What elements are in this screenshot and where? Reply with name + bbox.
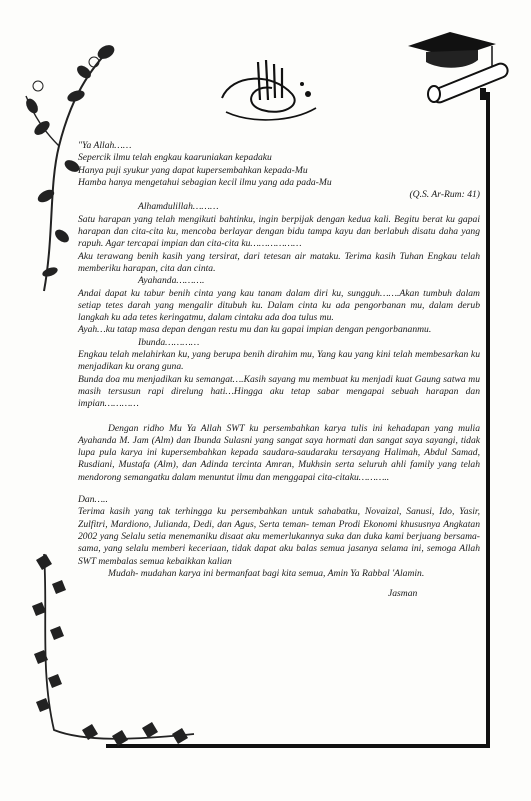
ibunda-body2: Bunda doa mu menjadikan ku semangat….Kasih sayang mu membuat ku menjadi kuat Gaung satwa mu masih tersusun rapi direlung hati…Hingga aku tetap sabar mengapai sebuah harapan dan impian………… bbox=[78, 373, 480, 410]
verse-line: Sepercik ilmu telah engkau kaaruniakan kepadaku bbox=[78, 152, 272, 164]
dedication-text bbox=[78, 140, 480, 600]
dan-heading: Dan….. bbox=[78, 494, 108, 506]
alhamdulillah-body2: Aku terawang benih kasih yang tersirat, dari tetesan air mataku. Terima kasih Tuhan Engkau telah memberiku harapan, cita dan cinta. bbox=[78, 250, 480, 274]
signature: Jasman bbox=[388, 588, 418, 600]
ayahanda-heading: Ayahanda………. bbox=[138, 275, 205, 287]
alhamdulillah-heading: Alhamdulillah……… bbox=[138, 201, 219, 213]
dan-body: Terima kasih yang tak terhingga ku persembahkan untuk sahabatku, Novaizal, Sanusi, Ido, Yasir, Zulfitri, Mardiono, Julianda, Dedi, dan Agus, Serta teman- teman Prodi Ekonomi khususnya Angkatan 2002 yang Selalu setia menemaniku disaat aku memerlukannya suka dan duka kami berjuang bersama-sama, yang selalu memberi keceriaan, tidak dapat aku balas semua jasanya selama ini, semoga Allah SWT membalas semua kebaikkan kalian bbox=[78, 506, 480, 567]
alhamdulillah-body: Satu harapan yang telah mengikuti bahtinku, ingin berpijak dengan kedua kali. Begitu berat ku gapai harapan dan cita-cita ku, mencoba berlayar dengan bidu tampa kayu dan berlabuh disatu daha yang rapuh. Agar tercapai impian dan cita-cita ku……………… bbox=[78, 213, 480, 250]
ayahanda-body: Andai dapat ku tabur benih cinta yang kau tanam dalam diri ku, sungguh…….Akan tumbuh dalam setiap tetes darah yang mengalir ditubuh ku. Dalam cinta ku ada pengorbanan mu, dalam derub langkah ku ada tetes keringatmu, dalam cintaku ada doa tulus mu. bbox=[78, 287, 480, 324]
ibunda-body: Engkau telah melahirkan ku, yang berupa benih dirahim mu, Yang kau yang kini telah membesarkan ku menjadikan ku orang guna. bbox=[78, 349, 480, 373]
ibunda-heading: Ibunda………… bbox=[138, 336, 200, 348]
verse-line: Hanya puji syukur yang dapat kupersembahkan kepada-Mu bbox=[78, 164, 308, 176]
ayahanda-body2: Ayah…ku tatap masa depan dengan restu mu dan ku gapai impian dengan pengorbananmu. bbox=[78, 324, 432, 336]
verse-citation: (Q.S. Ar-Rum: 41) bbox=[409, 189, 480, 201]
verse-line: Hamba hanya mengetahui sebagian kecil ilmu yang ada pada-Mu bbox=[78, 176, 332, 188]
closing-line: Mudah- mudahan karya ini bermanfaat bagi kita semua, Amin Ya Rabbal 'Alamin. bbox=[108, 567, 425, 579]
arabic-calligraphy-icon bbox=[212, 54, 330, 128]
graduation-cap-icon bbox=[400, 28, 518, 104]
frame-right-border bbox=[486, 92, 490, 748]
verse-line: "Ya Allah…… bbox=[78, 140, 132, 151]
dedication-paragraph: Dengan ridho Mu Ya Allah SWT ku persembahkan karya tulis ini kehadapan yang mulia Ayahanda M. Jam (Alm) dan Ibunda Sulasni yang sangat saya hormati dan sangat saya sayangi, tidak lupa pula karya ini kupersembahkan kepada saudara-saudaraku tersayang Halimah, Abdul Samad, Rusdiani, Mustafa (Alm), dan Adinda tercinta Amran, Mukhsin serta seluruh ahli family yang telah mendorong semangatku dalam menuntut ilmu dan menggapai cita-citaku……….. bbox=[78, 422, 480, 483]
